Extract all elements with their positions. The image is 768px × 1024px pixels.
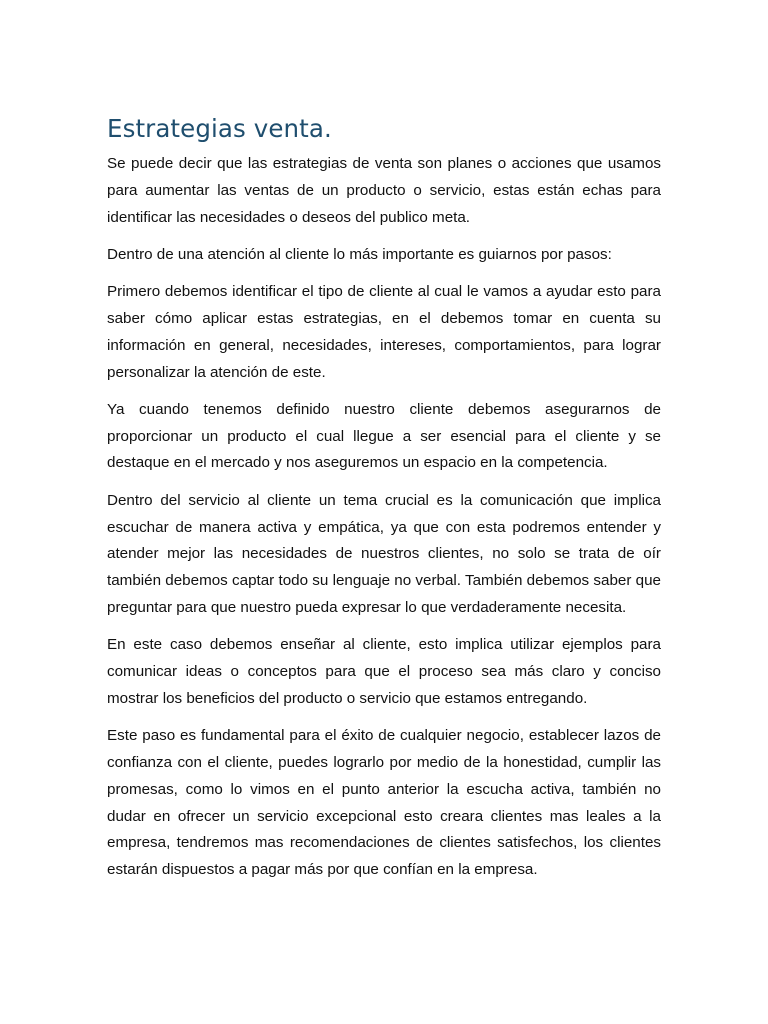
paragraph-product: Ya cuando tenemos definido nuestro cliente debemos asegurarnos de proporcionar un producto el cual llegue a ser esencial para el cliente y se destaque en el mercado y nos aseguremos un espacio en la competencia.	[107, 400, 661, 472]
paragraph-communication: Dentro del servicio al cliente un tema crucial es la comunicación que implica escuchar de manera activa y empática, ya que con esta podremos entender y atender mejor las necesidades de nuestros clientes, no solo se trata de oír también debemos captar todo su lenguaje no verbal. También debemos saber que preguntar para que nuestro pueda expresar lo que verdaderamente necesita.	[107, 491, 661, 616]
paragraph-steps-intro: Dentro de una atención al cliente lo más importante es guiarnos por pasos:	[107, 245, 612, 263]
paragraph-identify-client: Primero debemos identificar el tipo de cliente al cual le vamos a ayudar esto para saber cómo aplicar estas estrategias, en el debemos tomar en cuenta su información en general, necesidades, intereses, comportamientos, para lograr personalizar la atención de este.	[107, 283, 661, 381]
paragraph-trust: Este paso es fundamental para el éxito de cualquier negocio, establecer lazos de confianza con el cliente, puedes lograrlo por medio de la honestidad, cumplir las promesas, como lo vimos en el punto anterior la escucha activa, también no dudar en ofrecer un servicio excepcional esto creara clientes mas leales a la empresa, tendremos mas recomendaciones de clientes satisfechos, los clientes estarán dispuestos a pagar más por que confían en la empresa.	[107, 727, 661, 879]
document-page	[107, 112, 661, 894]
paragraph-teach-client: En este caso debemos enseñar al cliente, esto implica utilizar ejemplos para comunicar ideas o conceptos para que el proceso sea más claro y conciso mostrar los beneficios del producto o servicio que estamos entregando.	[107, 636, 661, 707]
paragraph-definition: Se puede decir que las estrategias de venta son planes o acciones que usamos para aumentar las ventas de un producto o servicio, estas están echas para identificar las necesidades o deseos del publico meta.	[107, 155, 661, 226]
document-title: Estrategias venta.	[107, 114, 332, 143]
